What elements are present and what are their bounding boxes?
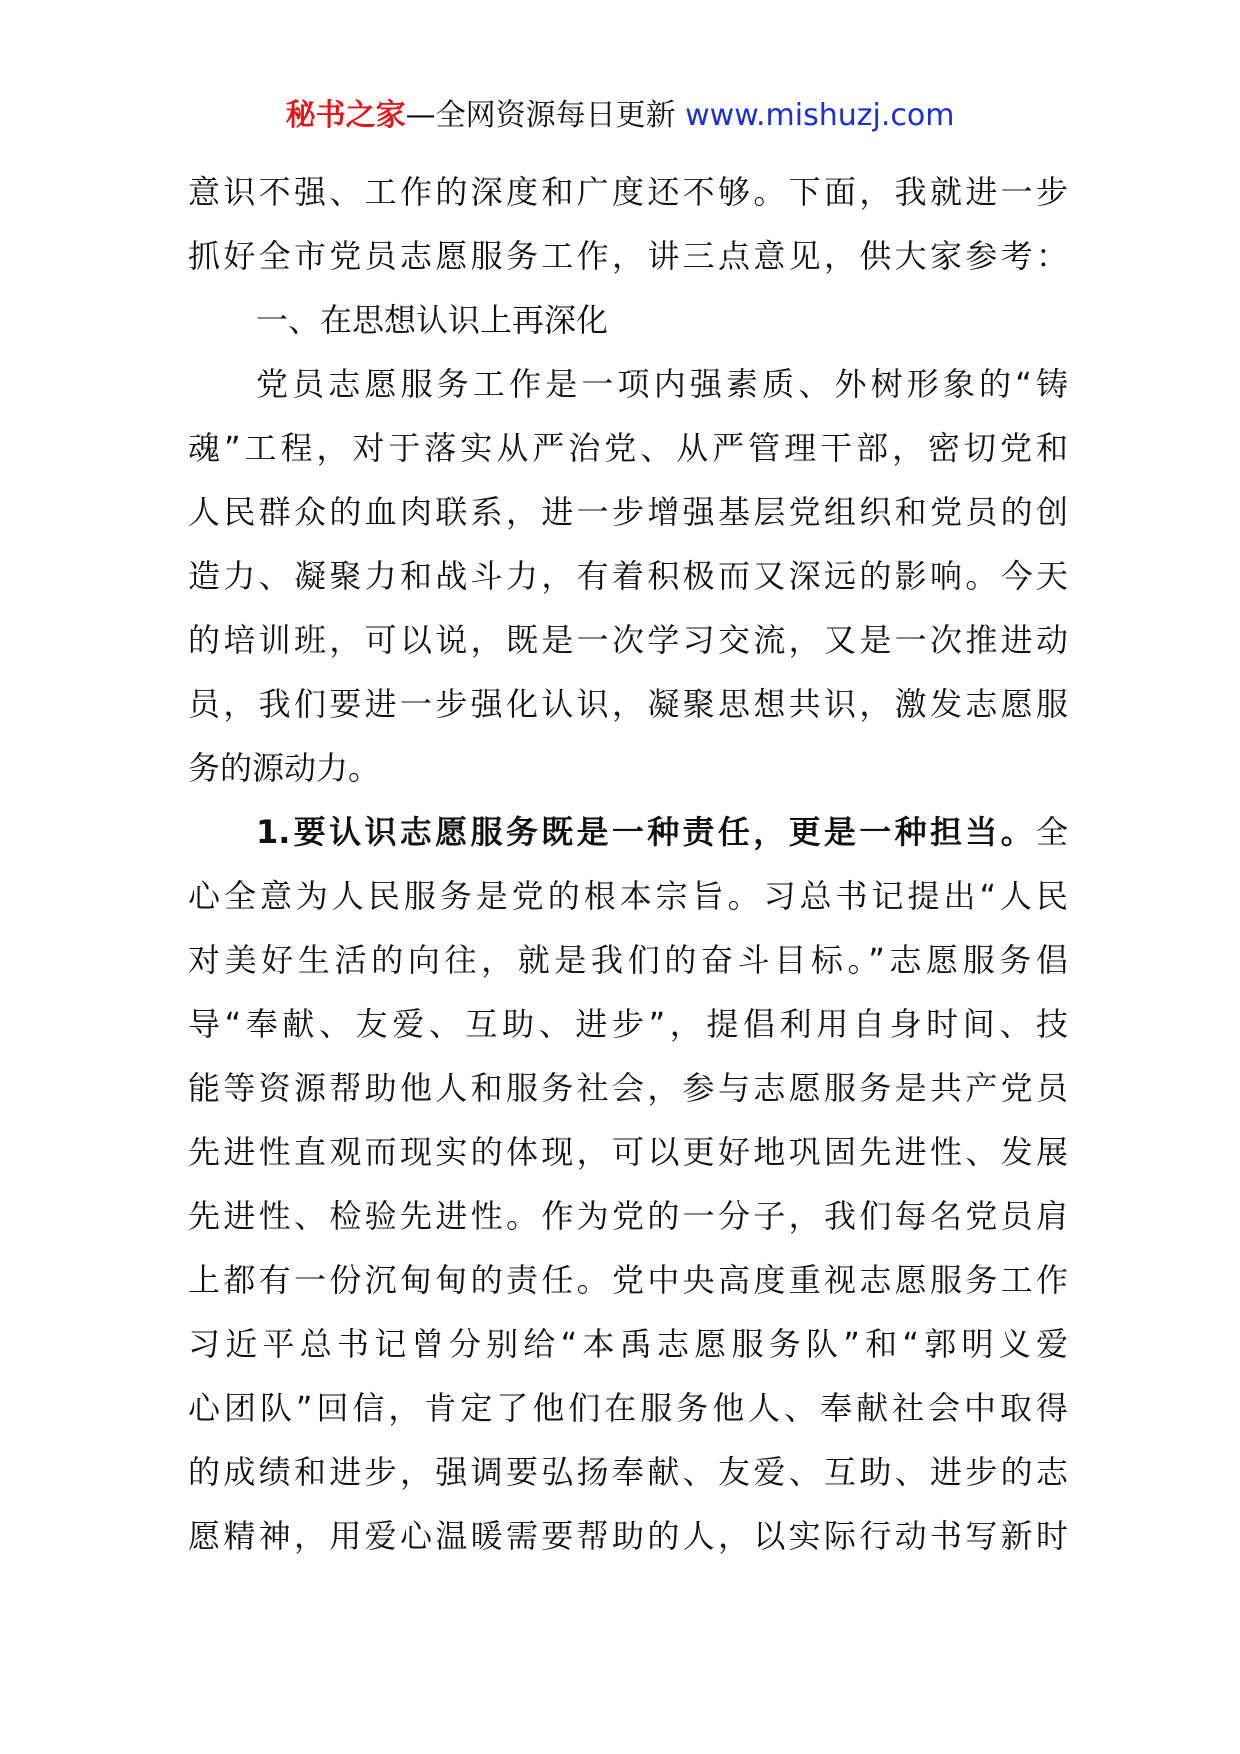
document-body [188, 160, 1068, 1568]
text-line: 心团队”回信，肯定了他们在服务他人、奉献社会中取得 [188, 1389, 1068, 1427]
text-line: 习近平总书记曾分别给“本禹志愿服务队”和“郭明义爱 [188, 1325, 1068, 1363]
text-line: 的成绩和进步，强调要弘扬奉献、友爱、互助、进步的志 [188, 1453, 1068, 1491]
text-line: 先进性、检验先进性。作为党的一分子，我们每名党员肩 [188, 1197, 1068, 1235]
site-watermark-header [0, 96, 1240, 136]
subheading-continuation: 全 [1035, 813, 1068, 851]
text-line: 能等资源帮助他人和服务社会，参与志愿服务是共产党员 [188, 1069, 1068, 1107]
text-line: 先进性直观而现实的体现，可以更好地巩固先进性、发展 [188, 1133, 1068, 1171]
text-line: 员，我们要进一步强化认识，凝聚思想共识，激发志愿服 [188, 685, 1068, 723]
text-line: 魂”工程，对于落实从严治党、从严管理干部，密切党和 [188, 429, 1068, 467]
text-line: 造力、凝聚力和战斗力，有着积极而又深远的影响。今天 [188, 557, 1068, 595]
text-line: 的培训班，可以说，既是一次学习交流，又是一次推进动 [188, 621, 1068, 659]
brand-tagline: —全网资源每日更新 [405, 98, 676, 133]
site-url[interactable]: www.mishuzj.com [685, 98, 955, 133]
subheading-line [188, 800, 1068, 864]
text-line: 意识不强、工作的深度和广度还不够。下面，我就进一步 [188, 173, 1068, 211]
text-line: 导“奉献、友爱、互助、进步”，提倡利用自身时间、技 [188, 1005, 1068, 1043]
brand-name: 秘书之家 [285, 98, 406, 133]
text-line: 愿精神，用爱心温暖需要帮助的人，以实际行动书写新时 [188, 1517, 1068, 1555]
text-line: 抓好全市党员志愿服务工作，讲三点意见，供大家参考： [188, 237, 1068, 275]
text-line: 对美好生活的向往，就是我们的奋斗目标。”志愿服务倡 [188, 941, 1068, 979]
text-line: 务的源动力。 [188, 749, 381, 787]
text-line: 党员志愿服务工作是一项内强素质、外树形象的“铸 [256, 365, 1068, 403]
text-line: 上都有一份沉甸甸的责任。党中央高度重视志愿服务工作 [188, 1261, 1068, 1299]
section-heading: 一、在思想认识上再深化 [256, 301, 609, 339]
text-line: 人民群众的血肉联系，进一步增强基层党组织和党员的创 [188, 493, 1068, 531]
subheading-bold-lead: 1.要认识志愿服务既是一种责任，更是一种担当。 [256, 813, 1036, 851]
text-line: 心全意为人民服务是党的根本宗旨。习总书记提出“人民 [188, 877, 1068, 915]
